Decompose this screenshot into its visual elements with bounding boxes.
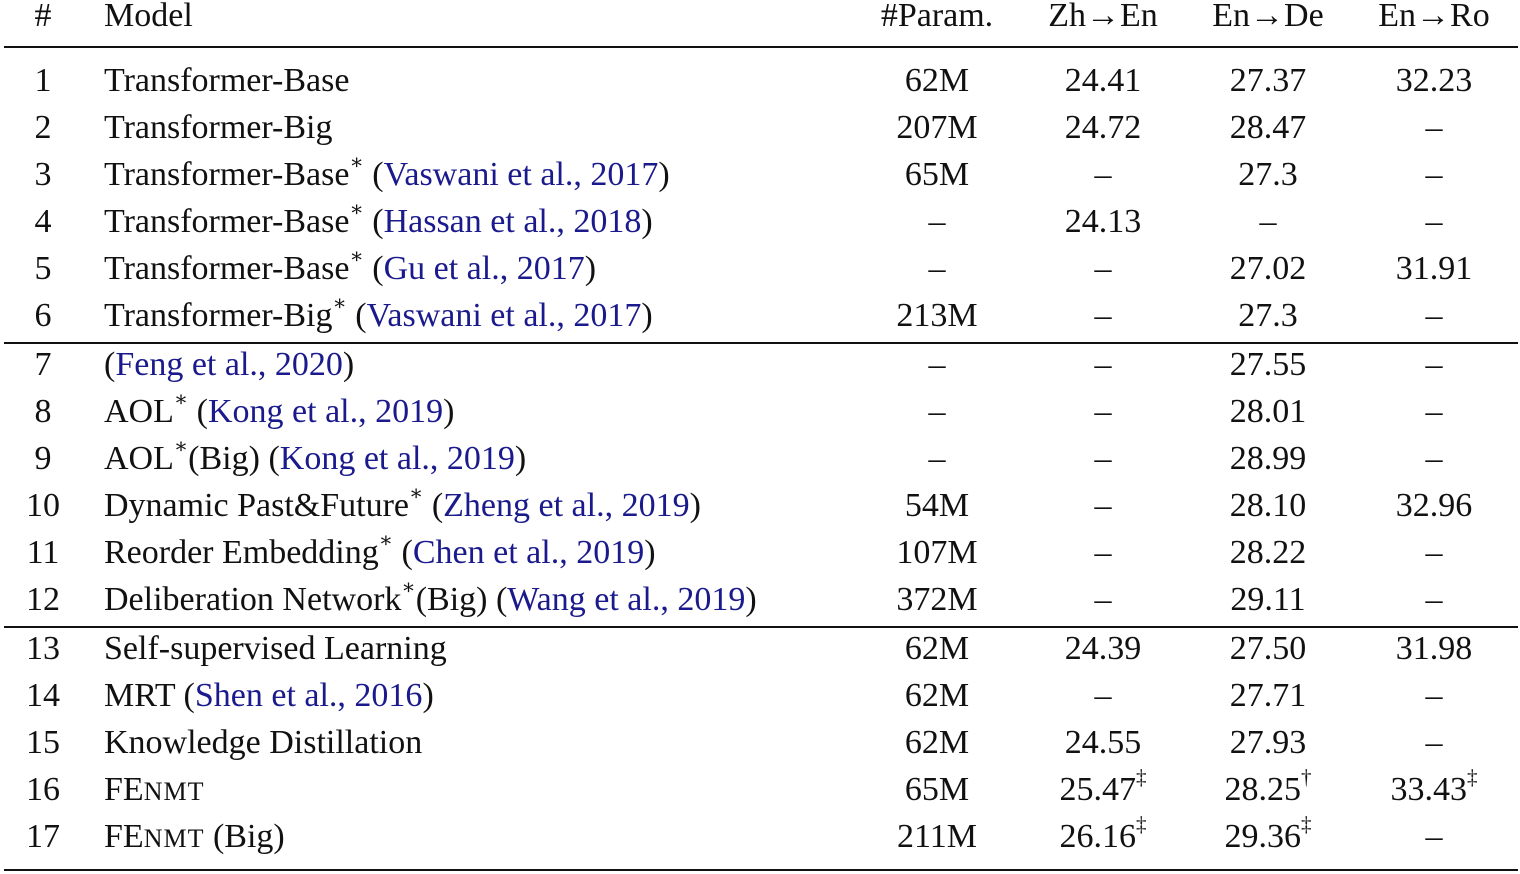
row-index: 4 xyxy=(34,203,52,240)
cite-close: ) xyxy=(443,393,455,430)
model-cell xyxy=(104,719,422,766)
cite-close: ) xyxy=(584,250,597,287)
row-index: 7 xyxy=(34,346,52,383)
cite-close: ) xyxy=(658,156,670,193)
model-cell xyxy=(104,529,656,576)
model-mark: ∗ xyxy=(173,386,189,411)
zh-en-cell-value: 26.16 xyxy=(1059,818,1136,855)
row-index: 17 xyxy=(26,818,60,855)
zh-en-cell-value: – xyxy=(1094,393,1112,430)
en-de-cell xyxy=(1193,341,1343,388)
en-de-cell xyxy=(1193,576,1343,623)
zh-en-cell-value: 24.55 xyxy=(1064,724,1142,761)
model-name: AOL xyxy=(104,440,174,477)
en-ro-cell xyxy=(1359,435,1509,482)
header-index: # xyxy=(34,0,52,34)
model-mark: ∗ xyxy=(378,527,394,552)
model-name: AOL xyxy=(104,393,174,430)
param-cell-value: 65M xyxy=(904,771,970,808)
param-cell-value: 372M xyxy=(896,581,978,618)
cite-close: ) xyxy=(514,440,527,477)
cite-close: ) xyxy=(644,534,656,571)
model-name: Transformer-Big xyxy=(104,297,333,334)
en-ro-cell xyxy=(1359,576,1509,623)
en-de-cell xyxy=(1193,482,1343,529)
table-row xyxy=(4,245,1518,292)
param-cell-value: 62M xyxy=(904,630,970,667)
param-cell xyxy=(862,57,1012,104)
table-row xyxy=(4,625,1518,672)
cite-open: ( xyxy=(363,250,384,287)
row-index: 13 xyxy=(26,630,60,667)
model-name: Dynamic Past&Future xyxy=(104,487,410,524)
param-cell xyxy=(862,719,1012,766)
zh-en-cell-value: – xyxy=(1094,534,1112,571)
cite-open: ( xyxy=(346,297,367,334)
en-ro-cell-value: – xyxy=(1425,346,1443,383)
en-de-cell-value: 27.93 xyxy=(1229,724,1307,761)
model-name: MRT xyxy=(104,677,176,714)
en-ro-cell-value: – xyxy=(1425,297,1443,334)
zh-en-cell-value: 24.39 xyxy=(1064,630,1142,667)
table-row xyxy=(4,341,1518,388)
zh-en-cell xyxy=(1028,245,1178,292)
model-cell xyxy=(104,672,434,719)
en-de-cell-value: 29.11 xyxy=(1230,581,1306,618)
en-ro-cell xyxy=(1359,625,1509,672)
table-row xyxy=(4,576,1518,623)
model-cell xyxy=(104,57,349,104)
model-cell xyxy=(104,341,354,388)
en-ro-cell xyxy=(1359,672,1509,719)
cite-open: ( xyxy=(188,393,208,430)
table-row xyxy=(4,482,1518,529)
model-name: Transformer-Base xyxy=(104,250,350,287)
en-ro-cell xyxy=(1359,529,1509,576)
param-cell-value: – xyxy=(928,440,946,477)
param-cell xyxy=(862,292,1012,339)
row-index: 16 xyxy=(26,771,60,808)
model-name-smallcaps: NMT xyxy=(143,777,205,806)
en-ro-cell-value: – xyxy=(1425,393,1443,430)
zh-en-cell-significance-mark: ‡ xyxy=(1136,811,1147,836)
en-ro-cell xyxy=(1359,341,1509,388)
zh-en-cell xyxy=(1028,388,1178,435)
en-ro-cell xyxy=(1359,388,1509,435)
en-de-cell xyxy=(1193,719,1343,766)
param-cell xyxy=(862,576,1012,623)
en-de-cell xyxy=(1193,198,1343,245)
zh-en-cell-value: – xyxy=(1094,297,1112,334)
zh-en-cell xyxy=(1028,719,1178,766)
model-cell xyxy=(104,482,701,529)
zh-en-cell-value: – xyxy=(1094,346,1112,383)
model-cell xyxy=(104,625,447,672)
row-index: 5 xyxy=(34,250,52,287)
zh-en-cell xyxy=(1028,576,1178,623)
en-de-cell-value: 27.50 xyxy=(1229,630,1307,667)
en-de-cell-value: 27.3 xyxy=(1238,297,1298,334)
cite-open: ( xyxy=(393,534,413,571)
model-name: Transformer-Base xyxy=(104,203,350,240)
model-name: Knowledge Distillation xyxy=(104,724,423,761)
cite-close: ) xyxy=(689,487,701,524)
en-de-cell xyxy=(1193,672,1343,719)
zh-en-cell-value: – xyxy=(1094,487,1112,524)
param-cell xyxy=(862,341,1012,388)
group-rule-2 xyxy=(4,626,1518,628)
en-de-cell-value: 27.02 xyxy=(1229,250,1307,287)
top-rule xyxy=(4,46,1518,48)
model-cell xyxy=(104,292,653,339)
model-variant: (Big) xyxy=(204,818,285,855)
row-index: 6 xyxy=(34,297,52,334)
en-de-cell xyxy=(1193,625,1343,672)
param-cell-value: – xyxy=(928,393,946,430)
en-de-cell-value: 27.71 xyxy=(1229,677,1307,714)
table-row xyxy=(4,198,1518,245)
citation-link[interactable]: Wang et al., 2019 xyxy=(507,581,746,618)
table-row xyxy=(4,529,1518,576)
cite-close: ) xyxy=(745,581,757,618)
param-cell xyxy=(862,198,1012,245)
en-ro-cell-value: 33.43 xyxy=(1390,771,1467,808)
en-de-cell xyxy=(1193,388,1343,435)
zh-en-cell xyxy=(1028,766,1178,813)
en-ro-cell xyxy=(1359,482,1509,529)
en-de-cell-value: 27.3 xyxy=(1238,156,1298,193)
citation-link[interactable]: Vaswani et al., 2017 xyxy=(366,297,642,334)
row-index: 9 xyxy=(34,440,52,477)
model-mark: ∗ xyxy=(332,290,347,315)
zh-en-cell-significance-mark: ‡ xyxy=(1136,764,1147,789)
model-name: Reorder Embedding xyxy=(104,534,379,571)
en-de-cell xyxy=(1193,292,1343,339)
cite-open: ( xyxy=(259,440,280,477)
cite-open: ( xyxy=(487,581,508,618)
param-cell xyxy=(862,482,1012,529)
table-row xyxy=(4,388,1518,435)
model-name: Transformer-Base xyxy=(104,156,350,193)
param-cell-value: 213M xyxy=(896,297,978,334)
en-de-cell-value: 27.55 xyxy=(1229,346,1307,383)
en-de-cell-value: 28.10 xyxy=(1229,487,1307,524)
en-de-cell xyxy=(1193,766,1343,813)
table-row xyxy=(4,672,1518,719)
param-cell-value: 107M xyxy=(896,534,978,571)
en-ro-cell-value: – xyxy=(1425,677,1443,714)
cite-close: ) xyxy=(641,203,653,240)
table-header-row xyxy=(4,0,1518,39)
model-variant: (Big) xyxy=(188,440,260,477)
zh-en-cell xyxy=(1028,104,1178,151)
param-cell-value: – xyxy=(928,203,946,240)
en-ro-cell xyxy=(1359,104,1509,151)
model-name: Transformer-Big xyxy=(104,109,333,146)
zh-en-cell xyxy=(1028,341,1178,388)
model-name: Self-supervised Learning xyxy=(104,630,447,667)
param-cell xyxy=(862,151,1012,198)
header-model: Model xyxy=(104,0,193,34)
en-de-cell-value: 28.25 xyxy=(1224,771,1301,808)
model-name: FE xyxy=(104,818,144,855)
header-en-ro: En→Ro xyxy=(1378,0,1490,34)
zh-en-cell xyxy=(1028,57,1178,104)
param-cell xyxy=(862,388,1012,435)
zh-en-cell xyxy=(1028,198,1178,245)
param-cell-value: 65M xyxy=(904,156,970,193)
cite-close: ) xyxy=(641,297,653,334)
model-name: Transformer-Base xyxy=(104,62,350,99)
table-row xyxy=(4,435,1518,482)
en-de-cell-value: 29.36 xyxy=(1224,818,1301,855)
row-index: 12 xyxy=(26,581,60,618)
param-cell-value: 62M xyxy=(904,724,970,761)
en-ro-cell xyxy=(1359,813,1509,860)
table-row xyxy=(4,292,1518,339)
cite-close: ) xyxy=(422,677,434,714)
citation-link[interactable]: Feng et al., 2020 xyxy=(115,346,343,383)
zh-en-cell xyxy=(1028,151,1178,198)
en-de-cell-value: 28.99 xyxy=(1229,440,1307,477)
en-de-cell xyxy=(1193,529,1343,576)
en-de-cell xyxy=(1193,151,1343,198)
zh-en-cell xyxy=(1028,625,1178,672)
citation-link[interactable]: Vaswani et al., 2017 xyxy=(383,156,659,193)
param-cell-value: 62M xyxy=(904,62,970,99)
en-de-cell-value: – xyxy=(1259,203,1277,240)
param-cell xyxy=(862,245,1012,292)
cite-close: ) xyxy=(342,346,355,383)
en-ro-cell-value: 32.23 xyxy=(1395,62,1473,99)
model-name: FE xyxy=(104,771,144,808)
citation-link[interactable]: Chen et al., 2019 xyxy=(412,534,645,571)
en-ro-cell xyxy=(1359,57,1509,104)
en-ro-cell-value: 31.91 xyxy=(1395,250,1473,287)
model-cell xyxy=(104,388,454,435)
en-de-cell xyxy=(1193,435,1343,482)
citation-link[interactable]: Kong et al., 2019 xyxy=(208,393,444,430)
bottom-rule xyxy=(4,869,1518,871)
en-ro-cell-significance-mark: ‡ xyxy=(1467,764,1478,789)
param-cell-value: 54M xyxy=(904,487,970,524)
en-ro-cell-value: – xyxy=(1425,534,1443,571)
zh-en-cell-value: 24.72 xyxy=(1064,109,1142,146)
en-de-cell-value: 28.01 xyxy=(1229,393,1307,430)
en-de-cell xyxy=(1193,104,1343,151)
model-variant: (Big) xyxy=(415,581,488,618)
zh-en-cell xyxy=(1028,529,1178,576)
en-de-cell-value: 28.47 xyxy=(1229,109,1307,146)
model-mark: ∗ xyxy=(409,480,424,505)
zh-en-cell xyxy=(1028,292,1178,339)
table-row xyxy=(4,813,1518,860)
table-row xyxy=(4,766,1518,813)
table-row xyxy=(4,719,1518,766)
model-name: Deliberation Network xyxy=(104,581,402,618)
en-ro-cell-value: – xyxy=(1425,440,1443,477)
en-de-cell xyxy=(1193,245,1343,292)
param-cell xyxy=(862,813,1012,860)
zh-en-cell-value: – xyxy=(1094,156,1112,193)
en-ro-cell xyxy=(1359,151,1509,198)
cite-open: ( xyxy=(104,346,116,383)
cite-open: ( xyxy=(423,487,444,524)
en-de-cell-value: 27.37 xyxy=(1229,62,1307,99)
table-row xyxy=(4,57,1518,104)
cite-open: ( xyxy=(363,203,384,240)
en-de-cell-value: 28.22 xyxy=(1229,534,1307,571)
param-cell-value: 207M xyxy=(896,109,978,146)
model-cell xyxy=(104,766,204,815)
header-zh-en: Zh→En xyxy=(1048,0,1158,34)
row-index: 14 xyxy=(26,677,60,714)
en-ro-cell-value: – xyxy=(1425,109,1443,146)
en-ro-cell xyxy=(1359,245,1509,292)
en-ro-cell-value: 32.96 xyxy=(1395,487,1473,524)
zh-en-cell xyxy=(1028,813,1178,860)
citation-link[interactable]: Kong et al., 2019 xyxy=(279,440,515,477)
group-rule-1 xyxy=(4,342,1518,344)
model-cell xyxy=(104,245,596,292)
param-cell xyxy=(862,625,1012,672)
param-cell-value: 62M xyxy=(904,677,970,714)
param-cell xyxy=(862,529,1012,576)
param-cell xyxy=(862,672,1012,719)
en-ro-cell-value: – xyxy=(1425,818,1443,855)
row-index: 10 xyxy=(26,487,60,524)
model-cell xyxy=(104,576,757,623)
row-index: 11 xyxy=(26,534,60,571)
zh-en-cell-value: 24.13 xyxy=(1064,203,1142,240)
zh-en-cell-value: 25.47 xyxy=(1059,771,1136,808)
param-cell xyxy=(862,766,1012,813)
header-en-de: En→De xyxy=(1212,0,1324,34)
header-param: #Param. xyxy=(880,0,994,34)
zh-en-cell-value: – xyxy=(1094,581,1112,618)
model-mark: ∗ xyxy=(401,574,416,599)
en-ro-cell xyxy=(1359,766,1509,813)
cite-open: ( xyxy=(175,677,195,714)
model-cell xyxy=(104,435,526,482)
model-mark: ∗ xyxy=(349,196,364,221)
en-ro-cell xyxy=(1359,719,1509,766)
en-de-cell-significance-mark: ‡ xyxy=(1301,811,1312,836)
model-mark: ∗ xyxy=(173,433,189,458)
en-ro-cell-value: – xyxy=(1425,724,1443,761)
en-de-cell-significance-mark: † xyxy=(1301,764,1312,789)
zh-en-cell-value: 24.41 xyxy=(1064,62,1142,99)
zh-en-cell-value: – xyxy=(1094,250,1112,287)
cite-open: ( xyxy=(363,156,384,193)
zh-en-cell xyxy=(1028,435,1178,482)
table-row xyxy=(4,151,1518,198)
row-index: 15 xyxy=(26,724,60,761)
param-cell xyxy=(862,104,1012,151)
model-cell xyxy=(104,104,333,151)
en-ro-cell-value: 31.98 xyxy=(1395,630,1473,667)
model-cell xyxy=(104,198,653,245)
en-ro-cell-value: – xyxy=(1425,581,1443,618)
param-cell-value: – xyxy=(928,346,946,383)
param-cell-value: – xyxy=(928,250,946,287)
model-mark: ∗ xyxy=(349,149,364,174)
row-index: 3 xyxy=(34,156,52,193)
model-name-smallcaps: NMT xyxy=(143,824,205,853)
en-de-cell xyxy=(1193,813,1343,860)
row-index: 1 xyxy=(34,62,52,99)
citation-link[interactable]: Shen et al., 2016 xyxy=(194,677,423,714)
en-ro-cell-value: – xyxy=(1425,203,1443,240)
zh-en-cell-value: – xyxy=(1094,440,1112,477)
model-mark: ∗ xyxy=(349,243,364,268)
en-ro-cell-value: – xyxy=(1425,156,1443,193)
row-index: 8 xyxy=(34,393,52,430)
row-index: 2 xyxy=(34,109,52,146)
model-cell xyxy=(104,151,670,198)
param-cell-value: 211M xyxy=(897,818,977,855)
citation-link[interactable]: Gu et al., 2017 xyxy=(383,250,585,287)
param-cell xyxy=(862,435,1012,482)
en-ro-cell xyxy=(1359,198,1509,245)
zh-en-cell xyxy=(1028,482,1178,529)
table-row xyxy=(4,104,1518,151)
en-de-cell xyxy=(1193,57,1343,104)
citation-link[interactable]: Hassan et al., 2018 xyxy=(383,203,642,240)
citation-link[interactable]: Zheng et al., 2019 xyxy=(443,487,690,524)
model-cell xyxy=(104,813,285,862)
zh-en-cell xyxy=(1028,672,1178,719)
zh-en-cell-value: – xyxy=(1094,677,1112,714)
en-ro-cell xyxy=(1359,292,1509,339)
